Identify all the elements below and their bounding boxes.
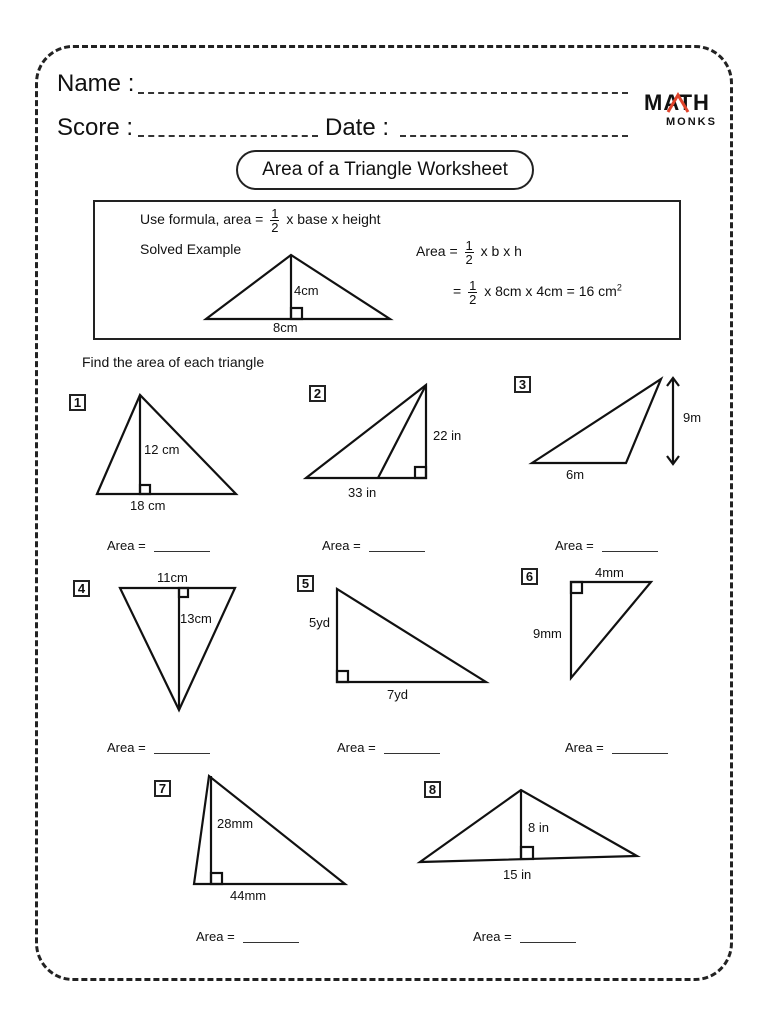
logo-word: MATH (644, 90, 710, 115)
solved-example-label: Solved Example (140, 241, 242, 257)
problem-number-8: 8 (424, 781, 441, 798)
area-step-2: = $\frac{1}{2}$ x 8cm x 4cm = 16 $cm^2$ (453, 278, 622, 307)
answer-label-5: Area = (337, 740, 376, 755)
formula-prefix: Use formula, area = (140, 211, 264, 228)
answer-field-6[interactable] (612, 753, 668, 754)
instructions: Find the area of each triangle (82, 354, 265, 370)
problem-number-1: 1 (69, 394, 86, 411)
p5-base-label: 7yd (387, 687, 408, 702)
answer-label-3: Area = (555, 538, 594, 553)
answer-field-7[interactable] (243, 942, 299, 943)
p3-base-label: 6m (566, 467, 585, 482)
worksheet-title: Area of a Triangle Worksheet (236, 150, 534, 190)
example-triangle (206, 255, 390, 319)
p2-height-label: 22 in (433, 428, 462, 443)
answer-label-7: Area = (196, 929, 235, 944)
answer-label-2: Area = (322, 538, 361, 553)
answer-field-3[interactable] (602, 551, 658, 552)
p2-base-label: 33 in (348, 485, 377, 500)
p1-height-label: 12 cm (144, 442, 180, 457)
answer-label-6: Area = (565, 740, 604, 755)
p8-base-label: 15 in (503, 867, 532, 882)
example-base-label: 8cm (273, 320, 298, 335)
area-step-1: Area = $\frac{1}{2}$ x b x h (416, 238, 522, 267)
problem-number-5: 5 (297, 575, 314, 592)
problem-number-3: 3 (514, 376, 531, 393)
answer-label-1: Area = (107, 538, 146, 553)
answer-field-2[interactable] (369, 551, 425, 552)
p4-base-label: 11cm (157, 570, 188, 585)
p7-base-label: 44mm (230, 888, 267, 903)
p3-height-label: 9m (683, 410, 702, 425)
answer-field-8[interactable] (520, 942, 576, 943)
p4-height-label: 13cm (180, 611, 212, 626)
p5-height-label: 5yd (309, 615, 330, 630)
p7-height-label: 28mm (217, 816, 254, 831)
answer-field-1[interactable] (154, 551, 210, 552)
p8-height-label: 8 in (528, 820, 549, 835)
example-height-label: 4cm (294, 283, 319, 298)
p1-base-label: 18 cm (130, 498, 166, 513)
triangle-6 (571, 582, 651, 678)
formula-fraction: $\frac{1}{2}$ (271, 206, 279, 235)
answer-label-4: Area = (107, 740, 146, 755)
logo-subword: MONKS (666, 116, 717, 128)
p6-height-label: 9mm (533, 626, 562, 641)
problem-number-6: 6 (521, 568, 538, 585)
score-label: Score : (57, 114, 134, 141)
problem-number-2: 2 (309, 385, 326, 402)
problem-number-4: 4 (73, 580, 90, 597)
triangle-3 (532, 379, 661, 463)
problem-number-7: 7 (154, 780, 171, 797)
formula-suffix: x base x height (286, 211, 381, 228)
answer-label-8: Area = (473, 929, 512, 944)
answer-field-5[interactable] (384, 753, 440, 754)
date-label: Date : (325, 114, 390, 141)
triangle-4 (120, 588, 235, 710)
answer-field-4[interactable] (154, 753, 210, 754)
p6-base-label: 4mm (595, 565, 624, 580)
triangle-5 (337, 589, 486, 682)
name-label: Name : (57, 70, 135, 97)
